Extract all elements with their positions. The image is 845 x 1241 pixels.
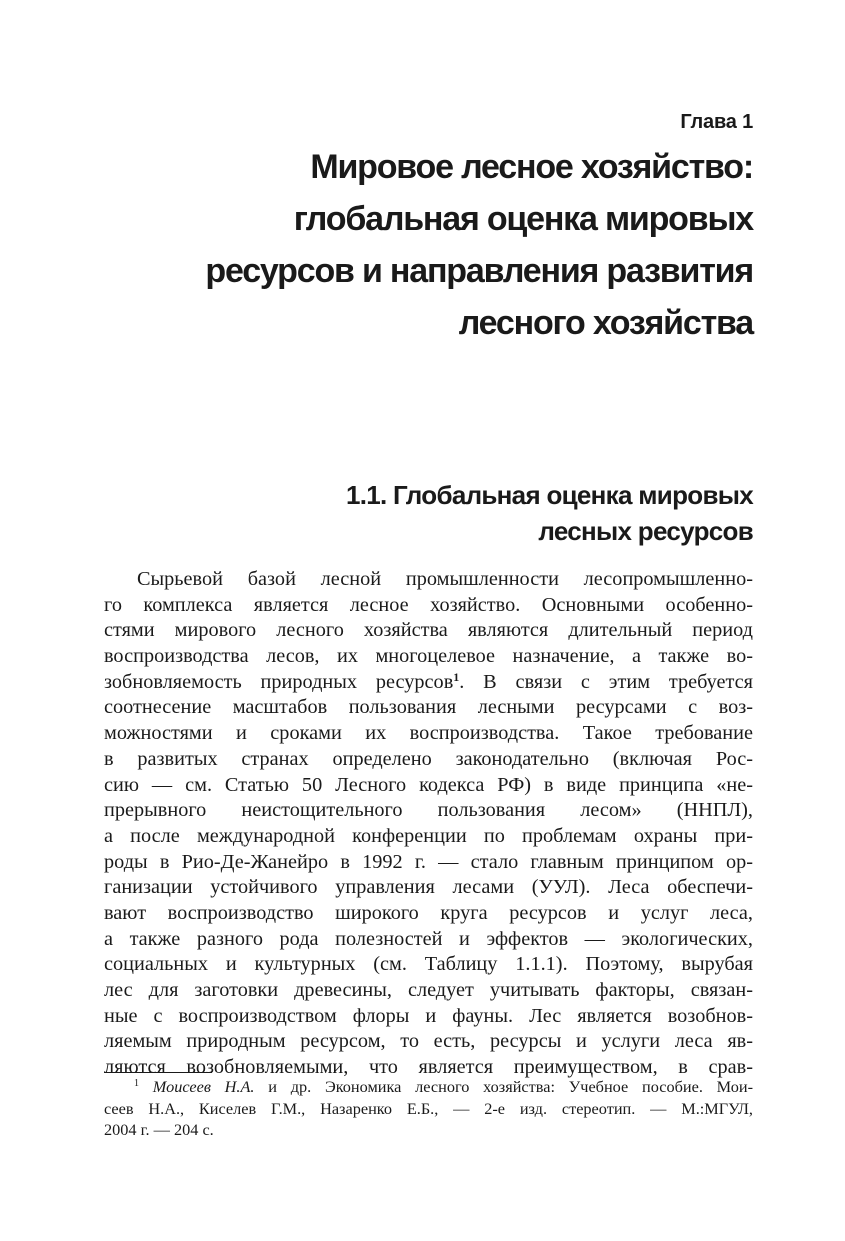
body-line: а также разного рода полезностей и эффектов — экологических, [104, 927, 753, 950]
body-line: воспроизводства лесов, их многоцелевое назначение, а также во- [104, 645, 753, 668]
body-line [104, 670, 753, 696]
body-line: соотнесение масштабов пользования лесными ресурсами с воз- [104, 696, 753, 719]
body-paragraph [104, 567, 753, 1081]
body-line: Сырьевой базой лесной промышленности лесопромышленно- [137, 568, 753, 590]
section-title-line: лесных ресурсов [538, 516, 753, 546]
body-line: ляются возобновляемыми, что является преимуществом, в срав- [104, 1056, 753, 1079]
footnote-line: 2004 г. — 204 с. [104, 1120, 214, 1140]
footnote-text: и др. Экономика лесного хозяйства: Учебное пособие. Мои- [254, 1077, 753, 1096]
body-line: ганизации устойчивого управления лесами (УУЛ). Леса обеспечи- [104, 876, 753, 899]
body-line: ляемым природным ресурсом, то есть, ресурсы и услуги леса яв- [104, 1030, 753, 1053]
chapter-label: Глава 1 [680, 111, 753, 133]
section-title-line: 1.1. Глобальная оценка мировых [345, 480, 753, 510]
body-line: а после международной конференции по проблемам охраны при- [104, 824, 753, 847]
footnote-marker: 1 [134, 1078, 139, 1089]
footnote-line: сеев Н.А., Киселев Г.М., Назаренко Е.Б., — 2-е изд. стереотип. — М.:МГУЛ, [104, 1098, 753, 1118]
section-title [233, 477, 753, 549]
body-line: роды в Рио-Де-Жанейро в 1992 г. — стало главным принципом ор- [104, 850, 753, 873]
chapter-title-line: лесного хозяйства [458, 304, 753, 342]
footnote-divider [104, 1072, 212, 1073]
chapter-title [113, 141, 753, 349]
body-line: в развитых странах определено законодательно (включая Рос- [104, 747, 753, 770]
footnote-line [104, 1076, 753, 1098]
body-line-part: зобновляемость природных ресурсов [104, 670, 454, 693]
body-line: вают воспроизводство широкого круга ресурсов и услуг леса, [104, 901, 753, 924]
body-line: можностями и сроками их воспроизводства. Такое требование [104, 722, 753, 745]
body-line: го комплекса является лесное хозяйство. Основными особенно- [104, 593, 753, 616]
body-line: лес для заготовки древесины, следует учитывать факторы, связан- [104, 979, 753, 1001]
chapter-title-line: ресурсов и направления развития [205, 252, 753, 290]
body-line: ные с воспроизводством флоры и фауны. Лес является возобнов- [104, 1004, 753, 1027]
chapter-title-line: глобальная оценка мировых [293, 200, 753, 238]
body-line: сию — см. Статью 50 Лесного кодекса РФ) в виде принципа «не- [104, 773, 753, 796]
body-line: стями мирового лесного хозяйства являются длительный период [104, 619, 753, 642]
body-line: социальных и культурных (см. Таблицу 1.1.1). Поэтому, вырубая [104, 953, 753, 976]
footnote-reference[interactable]: 1 [453, 669, 460, 684]
chapter-title-line: Мировое лесное хозяйство: [310, 148, 753, 186]
footnote-author: Моисеев Н.А. [152, 1077, 255, 1096]
body-line-part: . В связи с этим требуется [459, 670, 753, 693]
body-line: прерывного неистощительного пользования лесом» (ННПЛ), [104, 799, 753, 822]
footnote [104, 1076, 753, 1141]
